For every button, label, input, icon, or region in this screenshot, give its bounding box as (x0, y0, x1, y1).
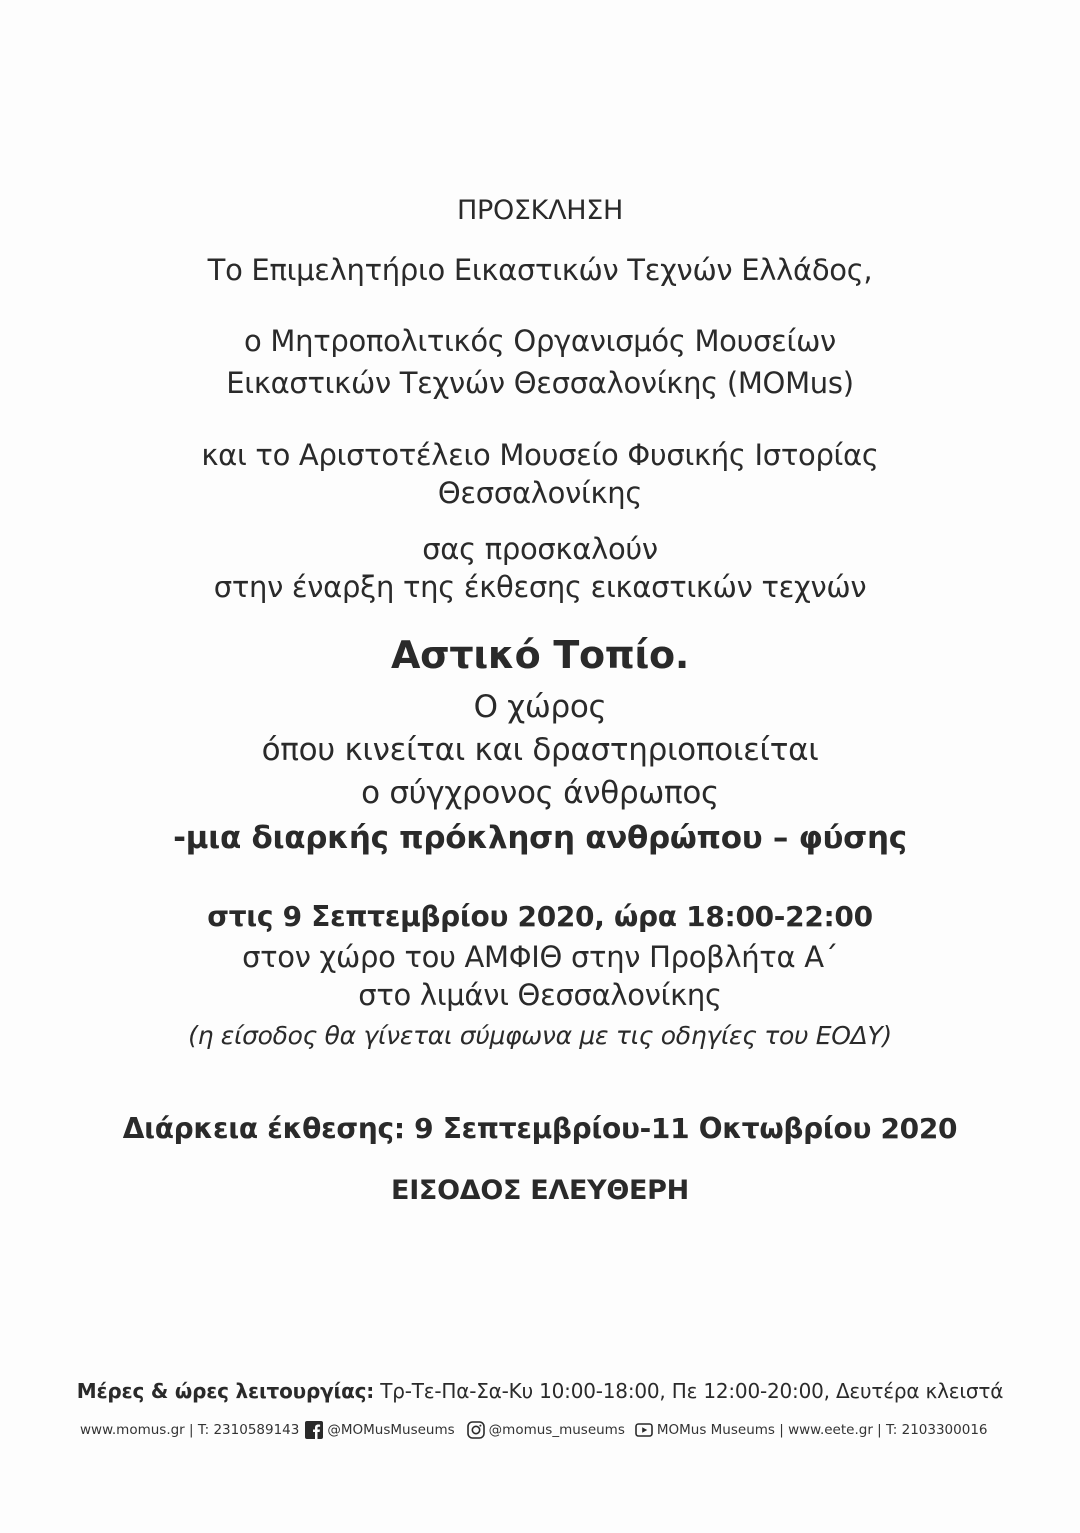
exhibition-subtitle-line1: Ο χώρος (473, 689, 607, 725)
exhibition-subtitle-line4: -μια διαρκής πρόκληση ανθρώπου – φύσης (173, 820, 907, 856)
organizer-eete: Το Επιμελητήριο Εικαστικών Τεχνών Ελλάδος, (207, 253, 873, 287)
invitation-heading: ΠΡΟΣΚΛΗΣΗ (456, 195, 624, 226)
organizer-momus-line1: ο Μητροπολιτικός Οργανισμός Μουσείων (244, 324, 836, 358)
organizer-museum-line2: Θεσσαλονίκης (437, 476, 643, 510)
event-health-note: (η είσοδος θα γίνεται σύμφωνα με τις οδηγίες του ΕΟΔΥ) (188, 1021, 892, 1050)
website-phone-momus: www.momus.gr | T: 2310589143 (80, 1422, 300, 1438)
facebook-handle[interactable]: @MOMusMuseums (327, 1422, 455, 1438)
instagram-icon (467, 1421, 485, 1439)
opening-hours (0, 1379, 1080, 1403)
exhibition-duration: Διάρκεια έκθεσης: 9 Σεπτεμβρίου-11 Οκτωβρίου 2020 (122, 1112, 958, 1145)
facebook-icon (305, 1421, 323, 1439)
organizer-momus-line2: Εικαστικών Τεχνών Θεσσαλονίκης (ΜΟΜus) (226, 366, 854, 400)
youtube-icon (635, 1421, 653, 1439)
organizer-museum-line1: και το Αριστοτέλειο Μουσείο Φυσικής Ιστορίας (201, 438, 879, 472)
invite-text-line1: σας προσκαλούν (422, 532, 658, 566)
opening-hours-label: Μέρες & ώρες λειτουργίας: (76, 1379, 375, 1403)
youtube-channel-and-eete-contact[interactable]: MOMus Museums | www.eete.gr | T: 2103300016 (656, 1422, 988, 1438)
exhibition-subtitle-line2: όπου κινείται και δραστηριοποιείται (261, 732, 819, 768)
event-venue-line2: στο λιμάνι Θεσσαλονίκης (358, 978, 722, 1012)
free-entry: ΕΙΣΟΔΟΣ ΕΛΕΥΘΕΡΗ (391, 1175, 689, 1206)
opening-hours-value: Τρ-Τε-Πα-Σα-Κυ 10:00-18:00, Πε 12:00-20:00, Δευτέρα κλειστά (374, 1379, 1004, 1403)
invite-text-line2: στην έναρξη της έκθεσης εικαστικών τεχνών (213, 570, 867, 604)
exhibition-title: Αστικό Τοπίο. (391, 633, 689, 677)
event-venue-line1: στον χώρο του ΑΜΦΙΘ στην Προβλήτα Α΄ (242, 940, 838, 974)
event-date-time: στις 9 Σεπτεμβρίου 2020, ώρα 18:00-22:00 (207, 900, 873, 933)
contact-bar (80, 1421, 1000, 1439)
exhibition-subtitle-line3: ο σύγχρονος άνθρωπος (361, 775, 719, 811)
instagram-handle[interactable]: @momus_museums (488, 1422, 625, 1438)
